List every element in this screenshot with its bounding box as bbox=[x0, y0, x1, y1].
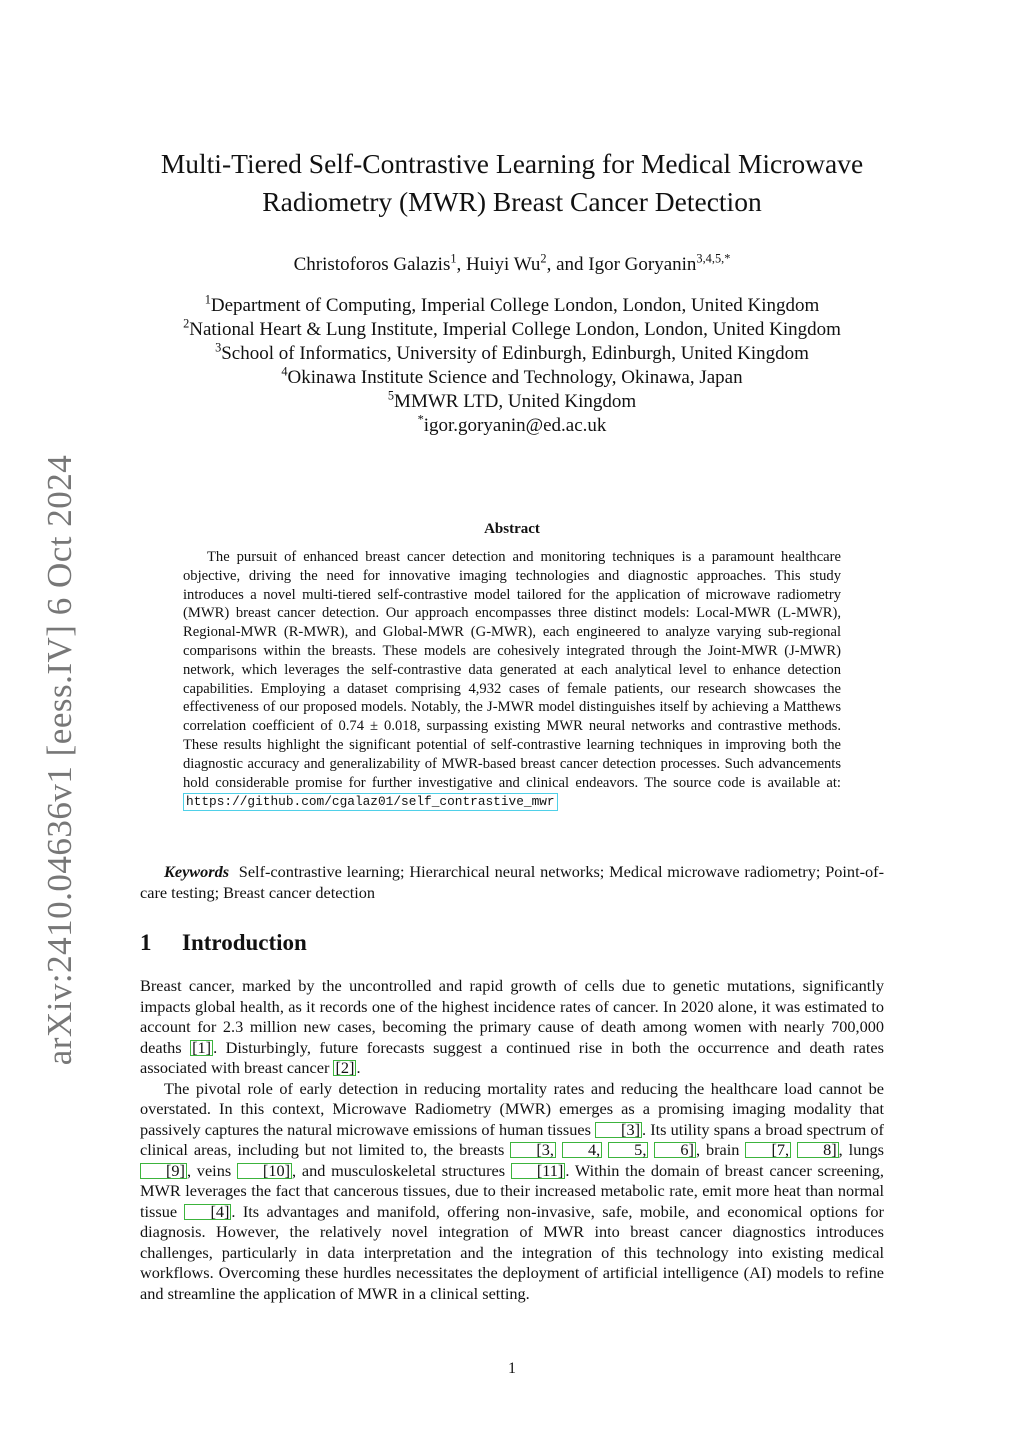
affiliation: $^4$Okinawa Institute Science and Technology, Okinawa, Japan bbox=[281, 364, 743, 388]
citation-link[interactable]: [1] bbox=[192, 1037, 212, 1057]
citation-link[interactable]: [11] bbox=[511, 1163, 566, 1179]
section-number: 1 bbox=[140, 930, 152, 955]
corresponding-email: *igor.goryanin@ed.ac.uk bbox=[417, 412, 607, 436]
page-number: 1 bbox=[508, 1360, 516, 1377]
affiliation-mark: 5 bbox=[387, 388, 395, 403]
paragraph: Breast cancer, marked by the uncontrolled and rapid growth of cells due to genetic mutations, significantly impacts global health, as it records one of the highest incidence rates of cancer. In 2020 alone, it was estimated to account for 2.3 million new cases, becoming the primary cause of death among women with nearly 700,000 deaths [1] . Disturbingly, future forecasts suggest a continued rise in both the occurrence and death rates associated with breast cancer [2] . bbox=[140, 976, 884, 1077]
arxiv-margin-identifier: arXiv:2410.04636v1 [eess.IV] 6 Oct 2024 bbox=[40, 454, 79, 1066]
keywords-text: Self-contrastive learning; Hierarchical neural networks; Medical microwave radiometry; Point-of-care testing; Breast cancer detection bbox=[140, 862, 884, 902]
affiliation-mark: * bbox=[417, 412, 424, 427]
title-line-1: Multi-Tiered Self-Contrastive Learning for Medical Microwave bbox=[160, 148, 864, 179]
affiliation: $^1$Department of Computing, Imperial College London, London, United Kingdom bbox=[204, 292, 820, 316]
paragraph: The pivotal role of early detection in reducing mortality rates and reducing the healthcare load cannot be overstated. In this context, Microwave Radiometry (MWR) emerges as a promising imaging modality that passively captures the natural microwave emissions of human tissues [3] . Its utility spans a broad spectrum of clinical areas, including but not limited to, the breasts [3, 4, 5, 6] , brain [7, 8] , lungs [9] , veins [10] , and musculoskeletal structures [11] . Within the domain of breast cancer screening, MWR leverages the fact that cancerous tissues, due to their increased metabolic rate, emit more heat than normal tissue [4] . Its advantages and manifold, offering non-invasive, safe, mobile, and economical options for diagnosis. However, the relatively novel integration of MWR into breast cancer diagnostics introduces challenges, particularly in data interpretation and the integration of this technology into existing medical workflows. Overcoming these hurdles necessitates the deployment of artificial intelligence (AI) models to refine and streamline the application of MWR in a clinical setting. bbox=[140, 1078, 884, 1303]
affiliation-mark: 2 bbox=[183, 316, 190, 331]
title-line-2: Radiometry (MWR) Breast Cancer Detection bbox=[262, 186, 762, 217]
citation-link[interactable]: 6] bbox=[654, 1142, 696, 1158]
author-separator: , bbox=[456, 254, 467, 275]
author-separator: , and bbox=[546, 254, 589, 275]
affiliation: $^3$School of Informatics, University of Edinburgh, Edinburgh, United Kingdom bbox=[215, 340, 809, 364]
keywords-label: Keywords bbox=[164, 862, 230, 881]
citation-link[interactable]: [3] bbox=[595, 1122, 642, 1138]
abstract-body bbox=[183, 548, 841, 811]
citation-link[interactable]: [9] bbox=[140, 1163, 187, 1179]
citation-link[interactable]: [3, bbox=[510, 1142, 556, 1158]
citation-link[interactable]: [4] bbox=[184, 1204, 231, 1220]
author-name: Igor Goryanin bbox=[588, 254, 697, 275]
citation-link[interactable]: [10] bbox=[237, 1163, 292, 1179]
section-title: Introduction bbox=[182, 930, 307, 955]
author-name: Christoforos Galazis bbox=[293, 254, 451, 275]
affiliation: $^2$National Heart & Lung Institute, Imperial College London, London, United Kingdom bbox=[183, 316, 841, 340]
paper-title bbox=[140, 145, 884, 221]
author-list bbox=[140, 252, 884, 278]
introduction-body bbox=[140, 976, 884, 1304]
abstract-heading: Abstract bbox=[484, 521, 540, 537]
affiliation-mark: 3 bbox=[215, 340, 222, 355]
section-heading bbox=[140, 930, 884, 956]
citation-link[interactable]: [2] bbox=[335, 1058, 355, 1077]
citation-link[interactable]: 4, bbox=[562, 1142, 602, 1158]
citation-link[interactable]: 8] bbox=[797, 1142, 839, 1158]
affiliation-list bbox=[140, 294, 884, 438]
author-affiliation-mark: 1 bbox=[450, 251, 457, 266]
affiliation: $^5$MMWR LTD, United Kingdom bbox=[387, 388, 637, 412]
author-affiliation-mark: 3,4,5,* bbox=[696, 251, 731, 266]
source-code-link[interactable]: https://github.com/cgalaz01/self_contrastive_mwr bbox=[183, 793, 558, 811]
citation-link[interactable]: 5, bbox=[608, 1142, 648, 1158]
abstract-text: The pursuit of enhanced breast cancer detection and monitoring techniques is a paramount healthcare objective, driving the need for innovative imaging technologies and diagnostic approaches. This study introduces a novel multi-tiered self-contrastive model tailored for the application of microwave radiometry (MWR) breast cancer detection. Our approach encompasses three distinct models: Local-MWR (L-MWR), Regional-MWR (R-MWR), and Global-MWR (G-MWR), each engineered to analyze varying sub-regional comparisons within the breasts. These models are cohesively integrated through the Joint-MWR (J-MWR) network, which leverages the self-contrastive data generated at each analytical level to enhance detection capabilities. Employing a dataset comprising 4,932 cases of female patients, our research showcases the effectiveness of our proposed models. Notably, the J-MWR model distinguishes itself by achieving a Matthews correlation coefficient of 0.74 ± 0.018, surpassing existing MWR neural networks and contrastive methods. These results highlight the significant potential of self-contrastive learning techniques in improving both the diagnostic accuracy and generalizability of MWR-based breast cancer detection processes. Such advancements hold considerable promise for further investigative and clinical endeavors. The source code is available at: bbox=[183, 549, 841, 791]
author-affiliation-mark: 2 bbox=[540, 251, 547, 266]
citation-link[interactable]: [7, bbox=[745, 1142, 791, 1158]
affiliation-mark: 4 bbox=[281, 364, 288, 379]
keywords bbox=[140, 861, 884, 903]
affiliation-mark: 1 bbox=[204, 292, 211, 307]
author-name: Huiyi Wu bbox=[466, 254, 541, 275]
